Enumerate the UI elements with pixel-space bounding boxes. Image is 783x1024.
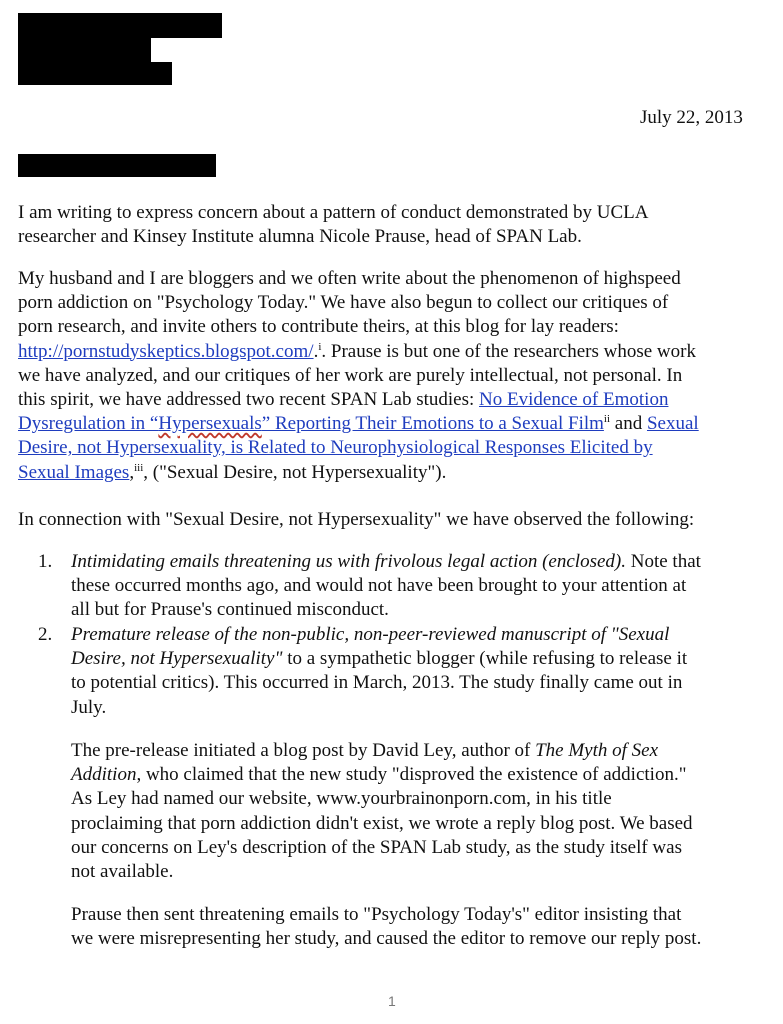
book-title: The Myth of Sex xyxy=(535,740,659,761)
text-run: The pre-release initiated a blog post by David Ley, author of xyxy=(71,740,536,761)
text-run: . Prause is but one of the researchers whose work xyxy=(321,340,696,362)
text-line: porn research, and invite others to contribute theirs, at this blog for lay readers: xyxy=(18,316,619,338)
text-line: Prause then sent threatening emails to "Psychology Today's" editor insisting that xyxy=(71,904,682,925)
page-number: 1 xyxy=(388,993,396,1009)
text-line: these occurred months ago, and would not have been brought to your attention at xyxy=(71,575,687,597)
text-line: we have analyzed, and our critiques of her work are purely intellectual, not personal. In xyxy=(18,364,683,386)
text-line: My husband and I are bloggers and we often write about the phenomenon of highspeed xyxy=(18,268,681,289)
text-line xyxy=(18,388,778,412)
text-line xyxy=(18,436,778,460)
study-link-desire-cont[interactable]: Desire, not Hypersexuality, is Related to Neurophysiological Responses Elicited by xyxy=(18,437,653,459)
text-line: to potential critics). This occurred in March, 2013. The study finally came out in xyxy=(71,672,683,694)
text-line: As Ley had named our website, www.yourbrainonporn.com, in his title xyxy=(71,788,612,810)
list-item xyxy=(38,623,687,720)
paragraph-intro xyxy=(18,201,778,249)
text-line: all but for Prause's continued misconduct. xyxy=(71,599,389,621)
study-link-desire-end[interactable]: Sexual Images xyxy=(18,461,130,483)
dot: . xyxy=(313,340,319,362)
text-line xyxy=(71,739,693,763)
study-link-emotion[interactable]: No Evidence of Emotion xyxy=(479,389,669,411)
redaction-block-address-2 xyxy=(18,37,151,63)
text-run: , who claimed that the new study "disproved the existence of addiction." xyxy=(136,764,687,786)
comma: , xyxy=(129,461,135,483)
redaction-block-recipient xyxy=(18,154,216,177)
paragraph-threats xyxy=(71,903,701,951)
text-run: to a sympathetic blogger (while refusing to release it xyxy=(282,648,688,670)
text-line xyxy=(18,340,778,364)
blog-link[interactable]: http://pornstudyskeptics.blogspot.com/ xyxy=(18,340,314,362)
text-run: this spirit, we have addressed two recent SPAN Lab studies: xyxy=(18,389,480,411)
text-line xyxy=(38,550,701,574)
text-line: not available. xyxy=(71,861,174,883)
footnote-marker: ii xyxy=(603,413,611,426)
text-run: Note that xyxy=(625,551,701,572)
paragraph-observations-intro: In connection with "Sexual Desire, not Hypersexuality" we have observed the following: xyxy=(18,509,695,530)
text-line: researcher and Kinsey Institute alumna Nicole Prause, head of SPAN Lab. xyxy=(18,226,582,248)
text-line xyxy=(18,461,778,485)
study-link-desire[interactable]: Sexual xyxy=(646,413,699,435)
paragraph-background xyxy=(18,267,778,485)
text-line xyxy=(71,763,693,787)
link-text: Dysregulation in “ xyxy=(18,413,159,435)
letter-date: July 22, 2013 xyxy=(640,107,743,128)
book-title: Addition xyxy=(71,764,137,786)
text-line: our concerns on Ley's description of the SPAN Lab study, as the study itself was xyxy=(71,836,682,858)
study-link-emotion-cont[interactable] xyxy=(18,413,604,434)
spellcheck-word: Hypersexuals xyxy=(158,413,262,435)
footnote-marker: iii xyxy=(134,461,144,474)
item-heading: Premature release of the non-public, non-peer-reviewed manuscript of "Sexual xyxy=(71,624,670,645)
text-run: and xyxy=(610,413,647,435)
list-number: 2. xyxy=(38,624,53,645)
paragraph-prerelease xyxy=(71,739,693,884)
text-line: porn addiction on "Psychology Today." We have also begun to collect our critiques of xyxy=(18,292,669,314)
footnote-marker: i xyxy=(318,340,322,353)
link-text: ” Reporting Their Emotions to a Sexual Film xyxy=(261,413,604,435)
text-run: , ("Sexual Desire, not Hypersexuality"). xyxy=(143,461,447,483)
list-number: 1. xyxy=(38,551,53,572)
item-heading: Intimidating emails threatening us with frivolous legal action (enclosed). xyxy=(71,551,626,572)
text-line: proclaiming that porn addiction didn't exist, we wrote a reply blog post. We based xyxy=(71,812,693,834)
redaction-block-address xyxy=(18,13,222,38)
redaction-block-address-3 xyxy=(18,62,172,85)
text-line: July. xyxy=(71,696,107,718)
text-line xyxy=(38,623,687,647)
list-item xyxy=(38,550,701,623)
text-line: I am writing to express concern about a pattern of conduct demonstrated by UCLA xyxy=(18,202,649,223)
text-line xyxy=(18,412,778,436)
item-heading: Desire, not Hypersexuality" xyxy=(71,648,283,670)
text-line xyxy=(38,647,687,671)
text-line: we were misrepresenting her study, and caused the editor to remove our reply post. xyxy=(71,928,702,950)
